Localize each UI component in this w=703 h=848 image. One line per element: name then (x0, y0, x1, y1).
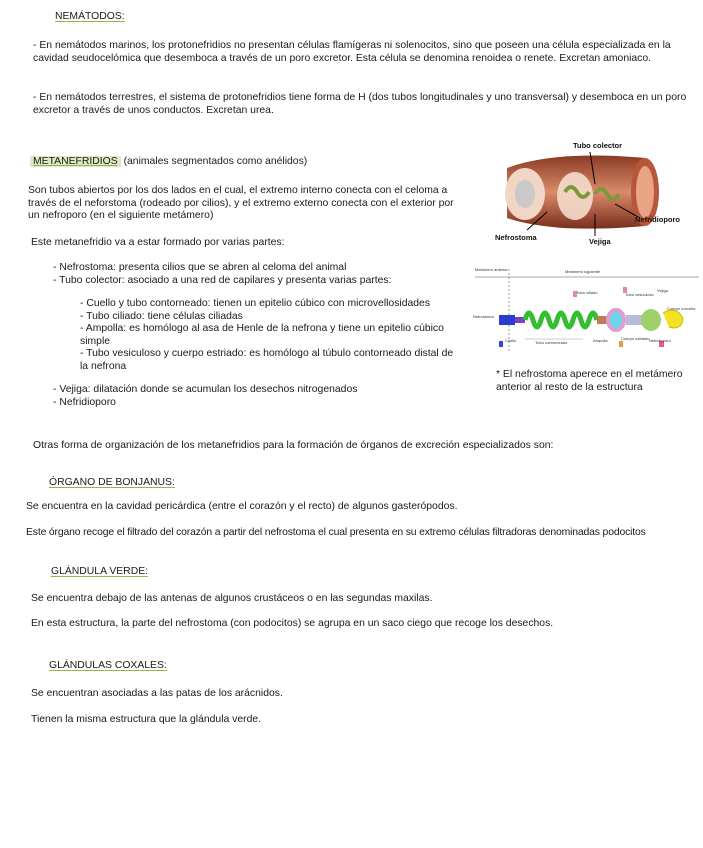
part-nefrostoma: - Nefrostoma: presenta cilios que se abren al celoma del animal (53, 262, 347, 273)
label-s-tubo-ciliado: Tubo ciliado (576, 290, 598, 295)
label-s-cuello: Cuello (505, 338, 517, 343)
parts-end-list (53, 384, 463, 409)
subparts-list (80, 298, 455, 374)
label-s-tubo-contorneado: Tubo contorneado (535, 340, 568, 345)
otras-formas-text: Otras forma de organización de los metanefridios para la formación de órganos de excreción especializados son: (33, 440, 554, 451)
label-metamero-siguiente: Metámero siguiente (565, 269, 601, 274)
part-nefridioporo: - Nefridioporo (53, 396, 116, 408)
metanefridios-parts-intro: Este metanefridio va a estar formado por varias partes: (31, 237, 285, 248)
label-nefrostoma: Nefrostoma (495, 233, 537, 242)
glandulas-coxales-heading: GLÁNDULAS COXALES: (49, 660, 167, 671)
label-nefridioporo: Nefridioporo (635, 215, 680, 224)
label-s-tubo-vesiculoso: Tubo vesiculoso (625, 292, 654, 297)
label-s-nefrostoma: Nefrostoma (473, 314, 494, 319)
glandula-verde-paragraph-2: En esta estructura, la parte del nefrostoma (con podocitos) se agrupa en un saco ciego que recoge los desechos. (31, 618, 554, 629)
glandulas-coxales-paragraph-1: Se encuentran asociadas a las patas de los arácnidos. (31, 688, 283, 699)
parts-list (53, 262, 463, 287)
metanefridios-heading-suffix: (animales segmentados como anélidos) (123, 156, 308, 167)
part-tubo-colector: - Tubo colector: asociado a una red de capilares y presenta varias partes: (53, 274, 392, 286)
label-s-vejiga: Vejiga (657, 288, 668, 293)
label-tubo-colector: Tubo colector (573, 141, 623, 150)
schematic-illustration (473, 267, 701, 357)
nematodos-heading: NEMÁTODOS: (55, 11, 125, 22)
glandula-verde-heading: GLÁNDULA VERDE: (51, 566, 149, 577)
subpart-tubo-vesiculoso: - Tubo vesiculoso y cuerpo estriado: es homólogo al túbulo contorneado distal de la nefrona (80, 348, 454, 372)
label-s-nefridioporo: Nefridioporo (649, 338, 671, 343)
nematodos-paragraph-terrestres: - En nemátodos terrestres, el sistema de protonefridios tiene forma de H (dos tubos longitudinales y uno transversal) y desemboca en un poro excretor a través de unos conductos. Excretan urea. (33, 92, 687, 116)
bonjanus-paragraph-2: Este órgano recoge el filtrado del corazón a partir del nefrostoma el cual presenta en su extremo células filtradoras denominadas podocitos (26, 527, 646, 538)
nematodos-paragraph-marinos: - En nemátodos marinos, los protonefridios no presentan células flamígeras ni solenocitos, sino que poseen una célula especializada en la cavidad seudocelómica que desemboca a través de un poro excretor. Esta célula se denomina renoidea o renete. Excretan amoniaco. (33, 40, 671, 64)
figure-caption: * El nefrostoma aperece en el metámero anterior al resto de la estructura (496, 369, 683, 393)
bonjanus-paragraph-1: Se encuentra en la cavidad pericárdica (entre el corazón y el recto) de algunos gasterópodos. (26, 501, 458, 512)
bonjanus-heading: ÓRGANO DE BONJANUS: (49, 477, 175, 488)
label-s-cuerpo-estriado: Cuerpo estriado (621, 336, 650, 341)
subpart-tubo-ciliado: - Tubo ciliado: tiene células ciliadas (80, 310, 243, 322)
glandulas-coxales-paragraph-2: Tienen la misma estructura que la glándula verde. (31, 714, 262, 725)
subpart-cuello: - Cuello y tubo contorneado: tienen un epitelio cúbico con microvellosidades (80, 298, 431, 309)
part-vejiga: - Vejiga: dilatación donde se acumulan los desechos nitrogenados (53, 384, 358, 395)
glandula-verde-paragraph-1: Se encuentra debajo de las antenas de algunos crustáceos o en las segundas maxilas. (31, 593, 433, 604)
label-vejiga: Vejiga (589, 237, 611, 246)
label-s-cuerpo-excretor: Cuerpo excretor (667, 306, 696, 311)
metanefridio-schematic-figure (473, 267, 701, 357)
label-s-ampolla: Ampolla (593, 338, 608, 343)
metanefridios-heading-line (30, 156, 307, 169)
metanefridio-segment-figure (495, 138, 695, 248)
label-metamero-anterior: Metámero anterior (475, 267, 508, 272)
metanefridios-intro: Son tubos abiertos por los dos lados en el cual, el extremo interno conecta con el celoma a través de el neforstoma (rodeado por cilios), y el extremo externo conecta con el exterior por un nefroporo (en el siguiente metámero) (28, 185, 454, 222)
subpart-ampolla: - Ampolla: es homólogo al asa de Henle de la nefrona y tiene un epitelio cúbico simple (80, 323, 444, 347)
metanefridios-heading: METANEFRIDIOS (30, 156, 121, 167)
